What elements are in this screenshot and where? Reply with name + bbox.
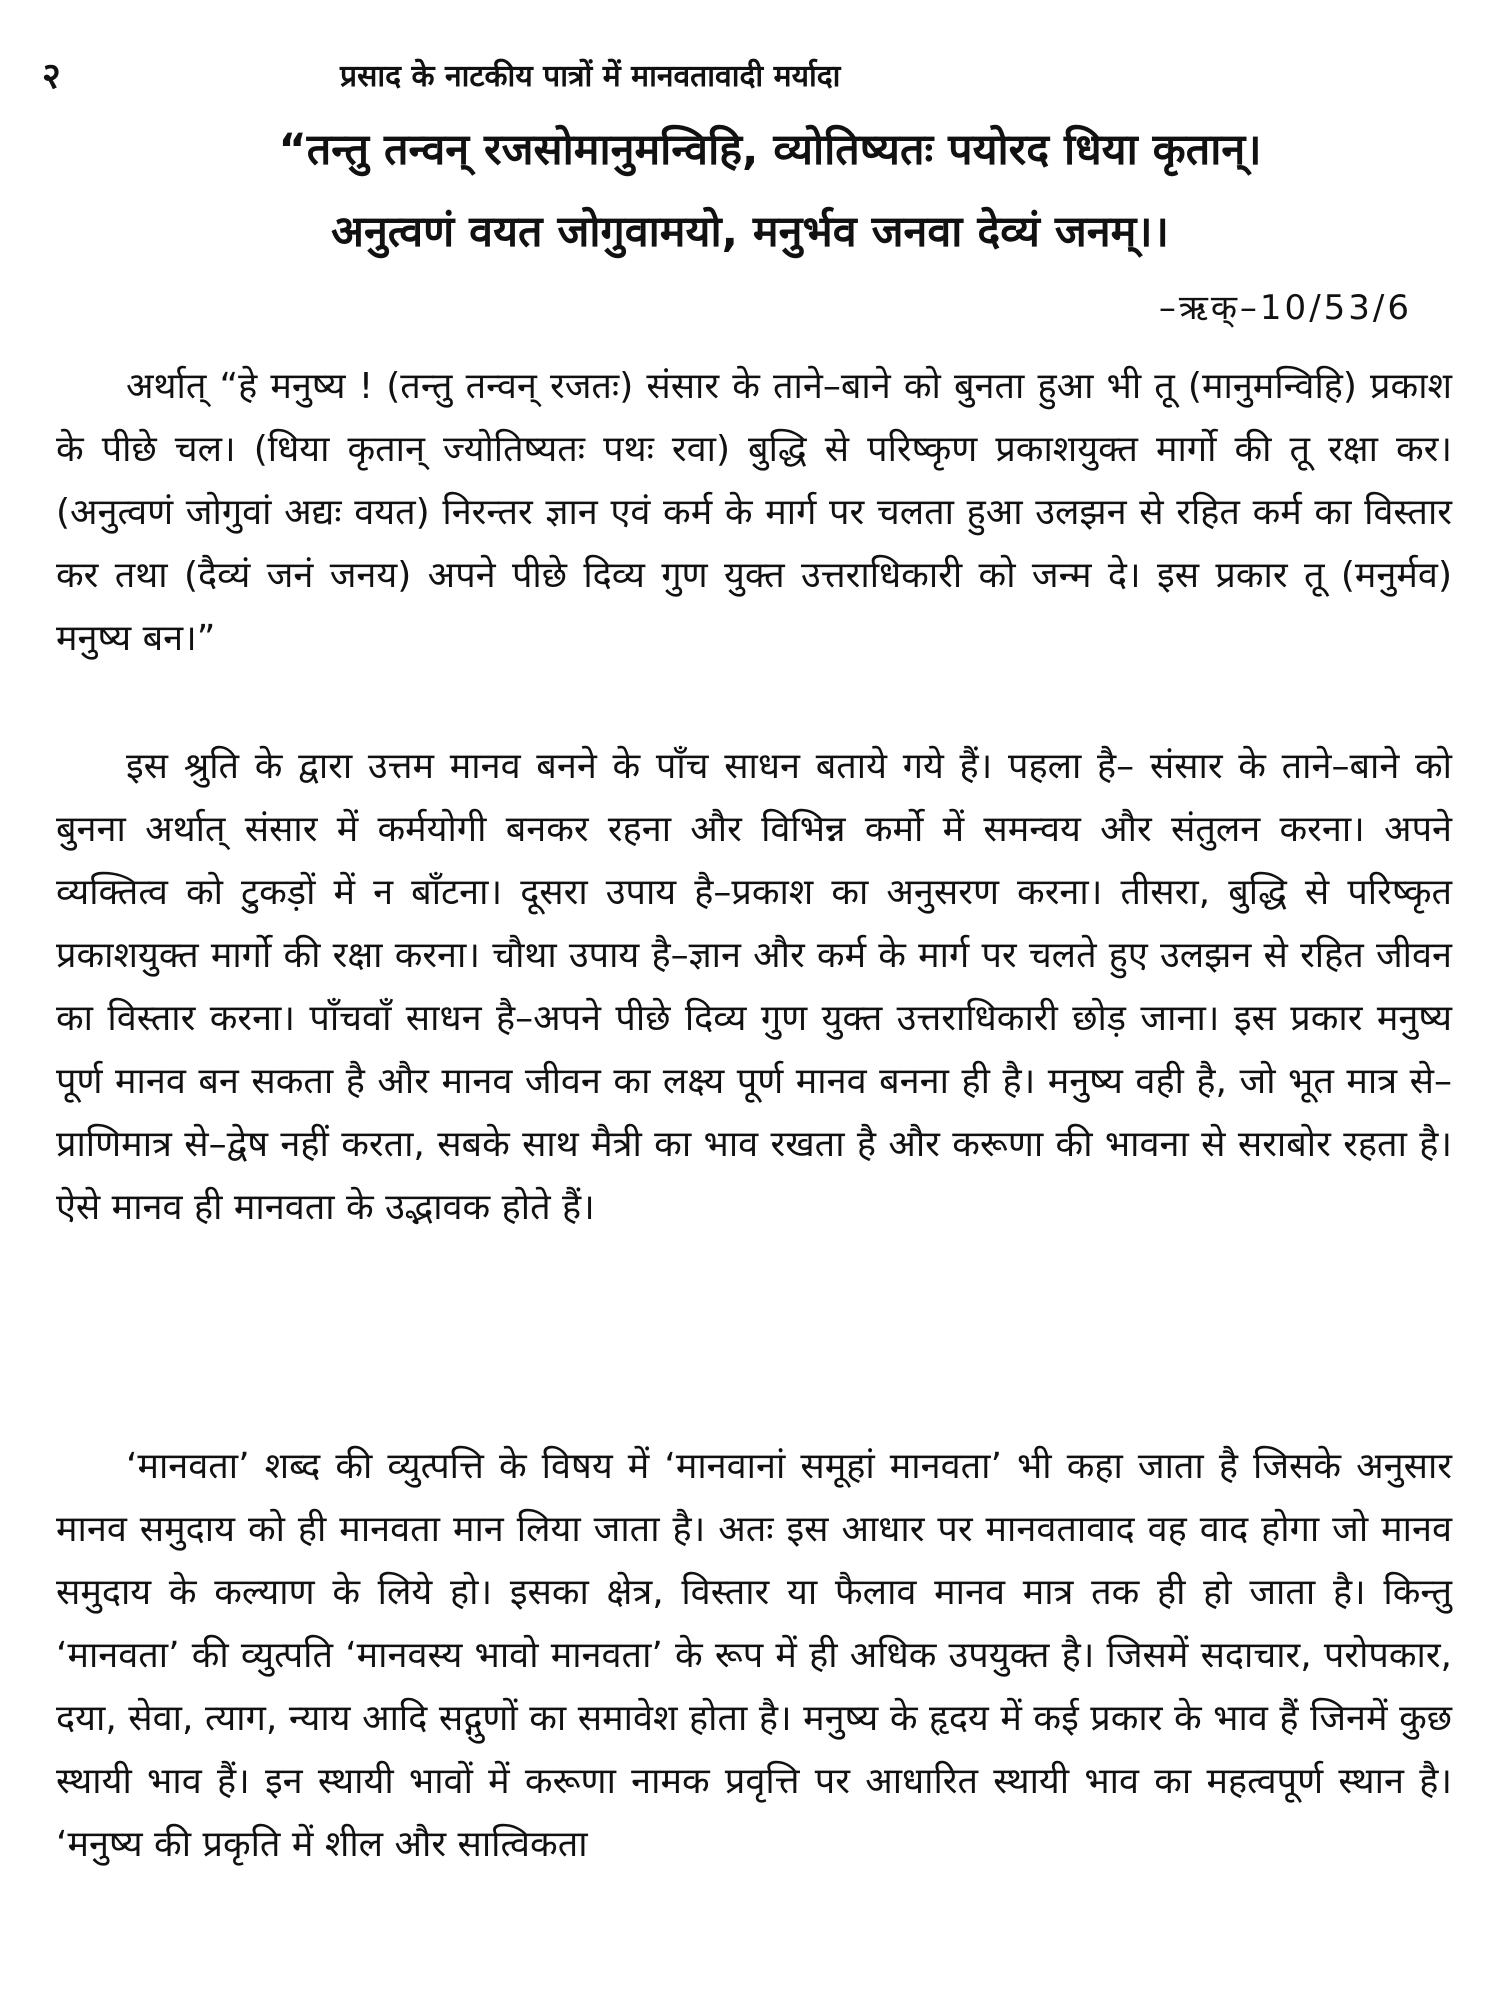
paragraph-meaning: अर्थात् “हे मनुष्य ! (तन्तु तन्वन् रजतः) संसार के ताने–बाने को बुनता हुआ भी तू (मानुमन्विहि) प्रकाश के पीछे चल। (धिया कृतान् ज्योतिष्यतः पथः रवा) बुद्धि से परिष्कृण प्रकाशयुक्त मार्गो की तू रक्षा कर। (अनुत्वणं जोगुवां अद्यः वयत) निरन्तर ज्ञान एवं कर्म के मार्ग पर चलता हुआ उलझन से रहित कर्म का विस्तार कर तथा (दैव्यं जनं जनय) अपने पीछे दिव्य गुण युक्त उत्तराधिकारी को जन्म दे। इस प्रकार तू (मनुर्मव) मनुष्य बन।” — [56, 366, 1452, 659]
verse-citation: –ऋक्–10/53/6 — [1158, 288, 1412, 328]
running-title: प्रसाद के नाटकीय पात्रों में मानवतावादी मर्यादा — [340, 59, 841, 94]
paragraph-etymology: ‘मानवता’ शब्द की व्युत्पत्ति के विषय में ‘मानवानां समूहां मानवता’ भी कहा जाता है जिसके अनुसार मानव समुदाय को ही मानवता मान लिया जाता है। अतः इस आधार पर मानवतावाद वह वाद होगा जो मानव समुदाय के कल्याण के लिये हो। इसका क्षेत्र, विस्तार या फैलाव मानव मात्र तक ही हो जाता है। किन्तु ‘मानवता’ की व्युत्पति ‘मानवस्य भावो मानवता’ के रूप में ही अधिक उपयुक्त है। जिसमें सदाचार, परोपकार, दया, सेवा, त्याग, न्याय आदि सद्गुणों का समावेश होता है। मनुष्य के हृदय में कई प्रकार के भाव हैं जिनमें कुछ स्थायी भाव हैं। इन स्थायी भावों में करूणा नामक प्रवृत्ति पर आधारित स्थायी भाव का महत्वपूर्ण स्थान है। ‘मनुष्य की प्रकृति में शील और सात्विकता — [56, 1446, 1452, 1865]
verse-line-1: “तन्तु तन्वन् रजसोमानुमन्विहि, व्योतिष्यतः पयोरद धिया कृतान्। — [278, 125, 1262, 175]
paragraph-five-means: इस श्रुति के द्वारा उत्तम मानव बनने के पाँच साधन बताये गये हैं। पहला है– संसार के ताने–बाने को बुनना अर्थात् संसार में कर्मयोगी बनकर रहना और विभिन्न कर्मो में समन्वय और संतुलन करना। अपने व्यक्तित्व को टुकड़ों में न बाँटना। दूसरा उपाय है–प्रकाश का अनुसरण करना। तीसरा, बुद्धि से परिष्कृत प्रकाशयुक्त मार्गो की रक्षा करना। चौथा उपाय है–ज्ञान और कर्म के मार्ग पर चलते हुए उलझन से रहित जीवन का विस्तार करना। पाँचवाँ साधन है–अपने पीछे दिव्य गुण युक्त उत्तराधिकारी छोड़ जाना। इस प्रकार मनुष्य पूर्ण मानव बन सकता है और मानव जीवन का लक्ष्य पूर्ण मानव बनना ही है। मनुष्य वही है, जो भूत मात्र से–प्राणिमात्र से–द्वेष नहीं करता, सबके साथ मैत्री का भाव रखता है और करूणा की भावना से सराबोर रहता है। ऐसे मानव ही मानवता के उद्भावक होते हैं। — [56, 746, 1452, 1228]
page-number: २ — [42, 56, 61, 97]
verse-line-2: अनुत्वणं वयत जोगुवामयो, मनुर्भव जनवा देव्यं जनम्।। — [331, 207, 1169, 257]
page-header — [0, 52, 1500, 102]
